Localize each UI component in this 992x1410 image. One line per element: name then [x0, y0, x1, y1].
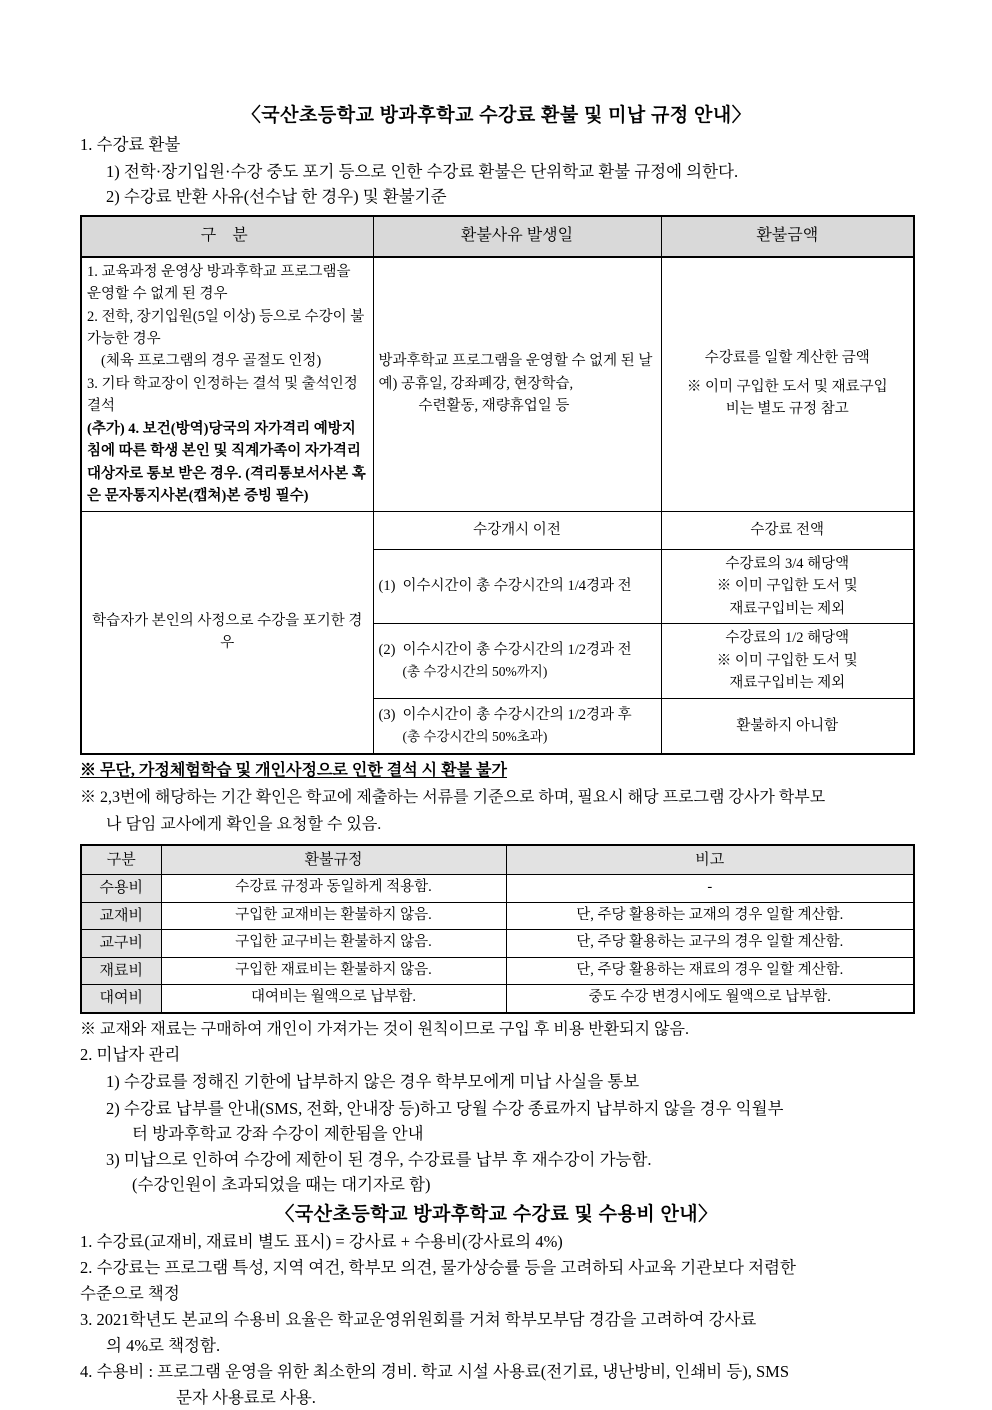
occurrence-line-1: 방과후학교 프로그램을 운영할 수 없게 된 날	[378, 353, 653, 370]
table2-category-0: 수용비	[81, 875, 161, 903]
reason-1: 1. 교육과정 운영상 방과후학교 프로그램을 운영할 수 없게 된 경우	[87, 263, 351, 303]
amount-line-2: ※ 이미 구입한 도서 및 재료구입	[686, 378, 888, 395]
section2-item-3: 3) 미납으로 인하여 수강에 제한이 된 경우, 수강료를 납부 후 재수강이 가능함.	[106, 1150, 652, 1170]
section3-item-1: 1. 수강료(교재비, 재료비 별도 표시) = 강사료 + 수용비(강사료의 4%)	[80, 1232, 563, 1252]
table2-rule-4: 대여비는 월액으로 납부함.	[161, 985, 506, 1013]
table2-category-4: 대여비	[81, 985, 161, 1013]
table1-cell-reasons	[81, 257, 373, 512]
table2-rule-0: 수강료 규정과 동일하게 적용함.	[161, 875, 506, 903]
occurrence-line-2: 예) 공휴일, 강좌폐강, 현장학습,	[378, 375, 574, 392]
table2-remark-1: 단, 주당 활용하는 교재의 경우 일할 계산함.	[506, 902, 914, 930]
occurrence-line-3: 수련활동, 재량휴업일 등	[418, 398, 570, 415]
table1-header-amount: 환불금액	[661, 216, 914, 257]
table1-cell-occurrence-half-after	[373, 698, 661, 754]
table2-category-1: 교재비	[81, 902, 161, 930]
section1-item-2: 2) 수강료 반환 사유(선수납 한 경우) 및 환불기준	[106, 186, 447, 206]
amount-half-line-3: 재료구입비는 제외	[729, 675, 846, 692]
table1-cell-occurrence	[373, 257, 661, 512]
table2-remark-2: 단, 주당 활용하는 교구의 경우 일할 계산함.	[506, 930, 914, 958]
occurrence-half-before-subtext: (총 수강시간의 50%까지)	[402, 663, 548, 679]
reason-4-added: (추가) 4. 보건(방역)당국의 자가격리 예방지침에 따른 학생 본인 및 직계가족이 자가격리 대상자로 통보 받은 경우. (격리통보서사본 혹은 문자통지사본(캡쳐)본 증빙 필수)	[87, 420, 366, 505]
table1-row-school-reasons	[81, 257, 914, 512]
refund-criteria-table	[80, 215, 915, 755]
table1-header-occurrence: 환불사유 발생일	[373, 216, 661, 257]
table-row	[81, 875, 914, 903]
table2-remark-0: -	[506, 875, 914, 903]
section3-item-4-line-2: 문자 사용료로 사용.	[176, 1387, 316, 1407]
section3-item-2-line-2: 수준으로 책정	[80, 1284, 180, 1304]
occurrence-half-before-text: 이수시간이 총 수강시간의 1/2경과 전	[402, 642, 632, 659]
table-row	[81, 985, 914, 1013]
table1-cell-amount-no-refund: 환불하지 아니함	[661, 698, 914, 754]
section3-item-4-line-1: 4. 수용비 : 프로그램 운영을 위한 최소한의 경비. 학교 시설 사용료(전기료, 냉난방비, 인쇄비 등), SMS	[80, 1361, 790, 1381]
occurrence-half-before-number: (2)	[378, 642, 396, 659]
table2-rule-2: 구입한 교구비는 환불하지 않음.	[161, 930, 506, 958]
table-row	[81, 957, 914, 985]
reason-2-note: (체육 프로그램의 경우 골절도 인정)	[101, 353, 322, 370]
table1-header-division: 구 분	[81, 216, 373, 257]
amount-half-line-2: ※ 이미 구입한 도서 및	[716, 652, 858, 669]
amount-half-line-1: 수강료의 1/2 해당액	[725, 630, 850, 647]
amount-quarter-line-3: 재료구입비는 제외	[729, 600, 846, 617]
table1-row-withdraw-before-start	[81, 511, 914, 549]
document-verification-note-line-2: 나 담임 교사에게 확인을 요청할 수 있음.	[106, 816, 382, 834]
occurrence-half-after-number: (3)	[378, 707, 396, 724]
materials-note: ※ 교재와 재료는 구매하여 개인이 가져가는 것이 원칙이므로 구입 후 비용 반환되지 않음.	[80, 1020, 689, 1038]
table-row	[81, 902, 914, 930]
section2-item-3-sub: (수강인원이 초과되었을 때는 대기자로 함)	[132, 1175, 431, 1195]
table2-header-row	[81, 845, 914, 875]
table2-category-2: 교구비	[81, 930, 161, 958]
table1-cell-occurrence-quarter	[373, 549, 661, 623]
amount-line-1: 수강료를 일할 계산한 금액	[704, 350, 870, 367]
section3-item-3-line-2: 의 4%로 책정함.	[106, 1336, 221, 1355]
section2-item-2-line-2: 터 방과후학교 강좌 수강이 제한됨을 안내	[132, 1123, 424, 1143]
reason-3: 3. 기타 학교장이 인정하는 결석 및 출석인정결석	[87, 375, 358, 415]
table2-header-category: 구분	[81, 845, 161, 875]
table2-remark-4: 중도 수강 변경시에도 월액으로 납부함.	[506, 985, 914, 1013]
document-verification-note-line-1: ※ 2,3번에 해당하는 기간 확인은 학교에 제출하는 서류를 기준으로 하며, 필요시 해당 프로그램 강사가 학부모	[80, 789, 826, 807]
no-refund-bold-note: ※ 무단, 가정체험학습 및 개인사정으로 인한 결석 시 환불 불가	[80, 762, 507, 780]
table1-cell-occurrence-before-start: 수강개시 이전	[373, 511, 661, 549]
section1-item-1: 1) 전학·장기입원·수강 중도 포기 등으로 인한 수강료 환불은 단위학교 환불 규정에 의한다.	[106, 161, 739, 181]
document-page	[80, 0, 913, 1410]
section2-heading: 2. 미납자 관리	[80, 1044, 181, 1064]
occurrence-quarter-number: (1)	[378, 578, 396, 595]
page-title: 〈국산초등학교 방과후학교 수강료 환불 및 미납 규정 안내〉	[241, 105, 752, 126]
reason-2: 2. 전학, 장기입원(5일 이상) 등으로 수강이 불가능한 경우	[87, 308, 365, 347]
section2-item-1: 1) 수강료를 정해진 기한에 납부하지 않은 경우 학부모에게 미납 사실을 통보	[106, 1071, 640, 1091]
occurrence-half-after-subtext: (총 수강시간의 50%초과)	[402, 728, 548, 744]
table2-header-remark: 비고	[506, 845, 914, 875]
section1-heading: 1. 수강료 환불	[80, 135, 181, 154]
occurrence-half-after-text: 이수시간이 총 수강시간의 1/2경과 후	[402, 707, 632, 724]
table1-cell-amount-quarter	[661, 549, 914, 623]
section3-item-2-line-1: 2. 수강료는 프로그램 특성, 지역 여건, 학부모 의견, 물가상승률 등을 고려하되 사교육 기관보다 저렴한	[80, 1258, 796, 1278]
occurrence-quarter-text: 이수시간이 총 수강시간의 1/4경과 전	[402, 578, 632, 595]
table1-cell-amount-half	[661, 624, 914, 698]
table1-cell-learner-withdraw-label: 학습자가 본인의 사정으로 수강을 포기한 경우	[81, 511, 373, 754]
table2-category-3: 재료비	[81, 957, 161, 985]
section3-item-3-line-1: 3. 2021학년도 본교의 수용비 요율은 학교운영위원회를 거쳐 학부모부담 경감을 고려하여 강사료	[80, 1310, 757, 1330]
table-row	[81, 930, 914, 958]
table2-rule-3: 구입한 재료비는 환불하지 않음.	[161, 957, 506, 985]
table1-cell-amount-full-refund: 수강료 전액	[661, 511, 914, 549]
amount-quarter-line-2: ※ 이미 구입한 도서 및	[716, 578, 858, 595]
amount-quarter-line-1: 수강료의 3/4 해당액	[725, 555, 850, 572]
table1-cell-occurrence-half-before	[373, 624, 661, 698]
table2-rule-1: 구입한 교재비는 환불하지 않음.	[161, 902, 506, 930]
table2-header-rule: 환불규정	[161, 845, 506, 875]
table1-cell-amount	[661, 257, 914, 512]
section2-item-2-line-1: 2) 수강료 납부를 안내(SMS, 전화, 안내장 등)하고 당월 수강 종료까지 납부하지 않을 경우 익월부	[106, 1098, 784, 1118]
amount-line-3: 비는 별도 규정 참고	[725, 401, 849, 418]
table1-header-row	[81, 216, 914, 257]
table2-remark-3: 단, 주당 활용하는 재료의 경우 일할 계산함.	[506, 957, 914, 985]
section3-title: 〈국산초등학교 방과후학교 수강료 및 수용비 안내〉	[275, 1204, 718, 1226]
fee-category-refund-table	[80, 844, 915, 1014]
